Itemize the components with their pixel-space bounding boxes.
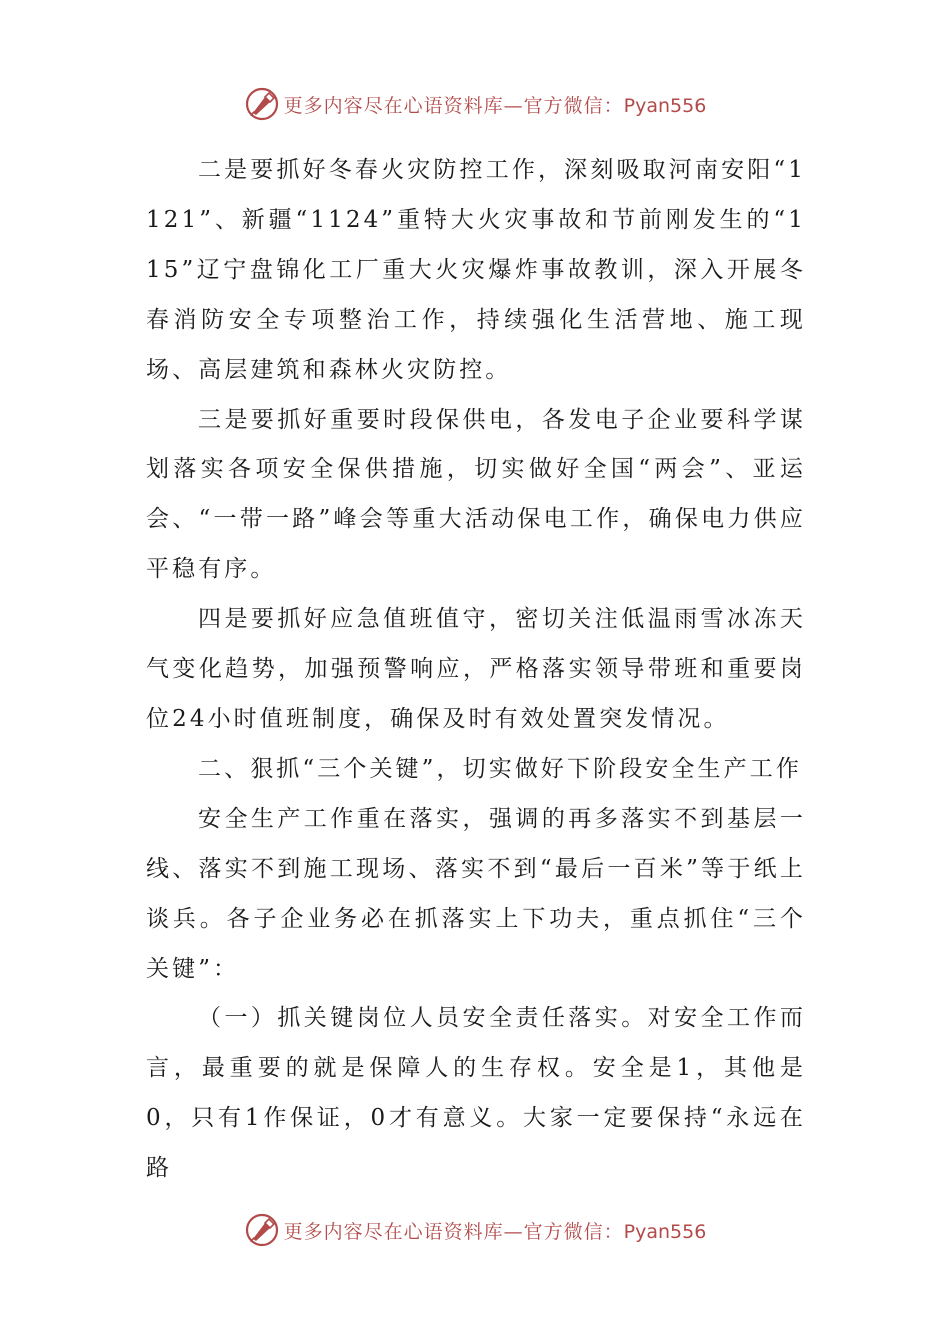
watermark-text — [284, 91, 707, 118]
watermark-site-text: 更多内容尽在心语资料库—官方微信： — [283, 94, 624, 117]
pen-nib-icon — [244, 1212, 280, 1248]
watermark-site-text: 更多内容尽在心语资料库—官方微信： — [283, 1220, 624, 1243]
pen-nib-icon — [244, 86, 280, 122]
paragraph-emergency-duty: 四是要抓好应急值班值守，密切关注低温雨雪冰冻天气变化趋势，加强预警响应，严格落实领导带班和重要岗位24小时值班制度，确保及时有效处置突发情况。 — [146, 606, 806, 732]
section-heading-three-keys: 二、狠抓“三个关键”，切实做好下阶段安全生产工作 — [198, 755, 802, 782]
footer-watermark — [0, 1208, 950, 1252]
paragraph-key-positions: （一）抓关键岗位人员安全责任落实。对安全工作而言，最重要的就是保障人的生存权。安全是1，其他是0，只有1作保证，0才有意义。大家一定要保持“永远在路 — [146, 1005, 806, 1182]
watermark-text — [284, 1217, 707, 1244]
paragraph-power-supply: 三是要抓好重要时段保供电，各发电子企业要科学谋划落实各项安全保供措施，切实做好全国“两会”、亚运会、“一带一路”峰会等重大活动保电工作，确保电力供应平稳有序。 — [146, 406, 806, 583]
paragraph-implementation: 安全生产工作重在落实，强调的再多落实不到基层一线、落实不到施工现场、落实不到“最后一百米”等于纸上谈兵。各子企业务必在抓落实上下功夫，重点抓住“三个关键”： — [146, 805, 806, 982]
watermark-wechat-id: Pyan556 — [623, 1220, 707, 1243]
header-watermark — [0, 82, 950, 126]
paragraph-winter-fire-control: 二是要抓好冬春火灾防控工作，深刻吸取河南安阳“1121”、新疆“1124”重特大火灾事故和节前刚发生的“115”辽宁盘锦化工厂重大火灾爆炸事故教训，深入开展冬春消防安全专项整治工作，持续强化生活营地、施工现场、高层建筑和森林火灾防控。 — [146, 157, 806, 383]
document-body — [146, 146, 806, 1194]
watermark-wechat-id: Pyan556 — [623, 94, 707, 117]
